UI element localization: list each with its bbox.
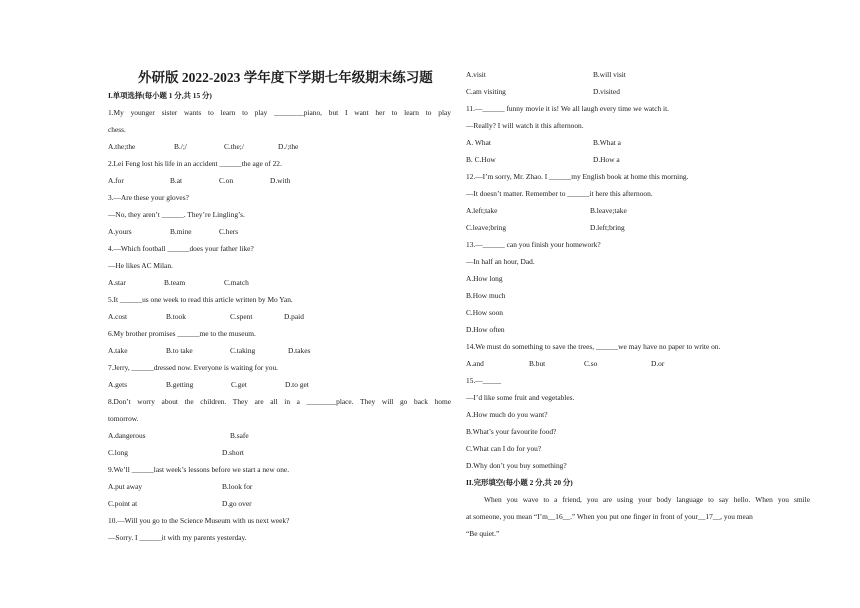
option: D.to get xyxy=(285,380,309,389)
option: D.left;bring xyxy=(590,223,625,232)
question-text: 7.Jerry, ______dressed now. Everyone is waiting for you. xyxy=(108,363,279,372)
option: D.Why don’t you buy something? xyxy=(466,461,567,470)
option: A.left;take xyxy=(466,206,498,215)
option: B.took xyxy=(166,312,186,321)
passage-line xyxy=(466,512,753,522)
option: C.How soon xyxy=(466,308,503,317)
option: C.hers xyxy=(219,227,239,236)
cloze-blank-17: __17__ xyxy=(698,512,721,521)
option: A.gets xyxy=(108,380,128,389)
option: C.the;/ xyxy=(224,142,244,151)
passage-line: When you wave to a friend, you are using your body language to say hello. When you smile xyxy=(484,495,810,504)
question-text: 8.Don’t worry about the children. They are all in a ________place. They will go back home xyxy=(108,397,451,406)
question-text: —No, they aren’t ______. They’re Lingling’s. xyxy=(108,210,245,219)
question-text: —It doesn’t matter. Remember to ______it here this afternoon. xyxy=(466,189,653,198)
question-text: 10.—Will you go to the Science Museum with us next week? xyxy=(108,516,290,525)
question-text: 12.—I’m sorry, Mr. Zhao. I ______my English book at home this morning. xyxy=(466,172,689,181)
question-text: 9.We’ll ______last week’s lessons before we start a new one. xyxy=(108,465,290,474)
option: C.get xyxy=(231,380,247,389)
question-text: 14.We must do something to save the trees, ______we may have no paper to write on. xyxy=(466,342,721,351)
option: B.team xyxy=(164,278,186,287)
option: A.How long xyxy=(466,274,503,283)
option: D.paid xyxy=(284,312,304,321)
question-text: —Sorry. I ______it with my parents yesterday. xyxy=(108,533,247,542)
option: C.spent xyxy=(230,312,253,321)
option: B.What a xyxy=(593,138,621,147)
option: B.mine xyxy=(170,227,192,236)
option: A.and xyxy=(466,359,484,368)
option: A.take xyxy=(108,346,128,355)
option: A.dangerous xyxy=(108,431,146,440)
option: C.What can I do for you? xyxy=(466,444,542,453)
option: B.safe xyxy=(230,431,249,440)
section-heading: II.完形填空(每小题 2 分,共 20 分) xyxy=(466,478,573,487)
passage-text: .” When you put one finger in front of your xyxy=(570,512,698,521)
option: D./;the xyxy=(278,142,299,151)
question-text: 6.My brother promises ______me to the museum. xyxy=(108,329,256,338)
page-title: 外研版 2022-2023 学年度下学期七年级期末练习题 xyxy=(138,70,433,85)
option: A.put away xyxy=(108,482,143,491)
question-text: —I’d like some fruit and vegetables. xyxy=(466,393,575,402)
question-text: 11.—______ funny movie it is! We all laugh every time we watch it. xyxy=(466,104,670,113)
option: C.point at xyxy=(108,499,138,508)
question-text: 3.—Are these your gloves? xyxy=(108,193,189,202)
passage-text: at someone, you mean “I’m xyxy=(466,512,548,521)
passage-text: , you mean xyxy=(720,512,753,521)
question-text: tomorrow. xyxy=(108,414,139,423)
question-text: 5.It ______us one week to read this article written by Mo Yan. xyxy=(108,295,293,304)
option: A.visit xyxy=(466,70,486,79)
option: B.look for xyxy=(222,482,253,491)
cloze-blank-16: __16__ xyxy=(547,512,571,521)
option: A.for xyxy=(108,176,124,185)
option: C.leave;bring xyxy=(466,223,507,232)
option: A.How much do you want? xyxy=(466,410,548,419)
option: B.at xyxy=(170,176,183,185)
option: B.getting xyxy=(166,380,194,389)
option: D.go over xyxy=(222,499,252,508)
option: C.on xyxy=(219,176,234,185)
section-heading: I.单项选择(每小题 1 分,共 15 分) xyxy=(108,91,212,100)
question-text: —In half an hour, Dad. xyxy=(466,257,535,266)
option: B.What’s your favourite food? xyxy=(466,427,557,436)
option: B.but xyxy=(529,359,546,368)
option: C.am visiting xyxy=(466,87,506,96)
option: D.with xyxy=(270,176,291,185)
option: A. What xyxy=(466,138,491,147)
question-text: —Really? I will watch it this afternoon. xyxy=(466,121,584,130)
option: C.long xyxy=(108,448,128,457)
question-text: 15.—_____ xyxy=(466,376,502,385)
option: A.the;the xyxy=(108,142,136,151)
option: B.to take xyxy=(166,346,193,355)
option: A.cost xyxy=(108,312,128,321)
option: D.or xyxy=(651,359,665,368)
option: B.will visit xyxy=(593,70,626,79)
option: A.yours xyxy=(108,227,132,236)
passage-line: “Be quiet.” xyxy=(466,529,500,538)
option: C.taking xyxy=(230,346,256,355)
option: B.leave;take xyxy=(590,206,627,215)
option: A.star xyxy=(108,278,126,287)
question-text: —He likes AC Milan. xyxy=(108,261,173,270)
option: C.match xyxy=(224,278,249,287)
option: B. C.How xyxy=(466,155,496,164)
option: B.How much xyxy=(466,291,506,300)
question-text: 13.—______ can you finish your homework? xyxy=(466,240,601,249)
question-text: 1.My younger sister wants to learn to play ________piano, but I want her to learn to play xyxy=(108,108,451,117)
option: D.How a xyxy=(593,155,620,164)
option: D.short xyxy=(222,448,244,457)
option: D.How often xyxy=(466,325,505,334)
option: B./;/ xyxy=(174,142,187,151)
question-text: chess. xyxy=(108,125,126,134)
option: D.takes xyxy=(288,346,311,355)
question-text: 4.—Which football ______does your father like? xyxy=(108,244,254,253)
option: C.so xyxy=(584,359,598,368)
question-text: 2.Lei Feng lost his life in an accident ______the age of 22. xyxy=(108,159,282,168)
option: D.visited xyxy=(593,87,620,96)
